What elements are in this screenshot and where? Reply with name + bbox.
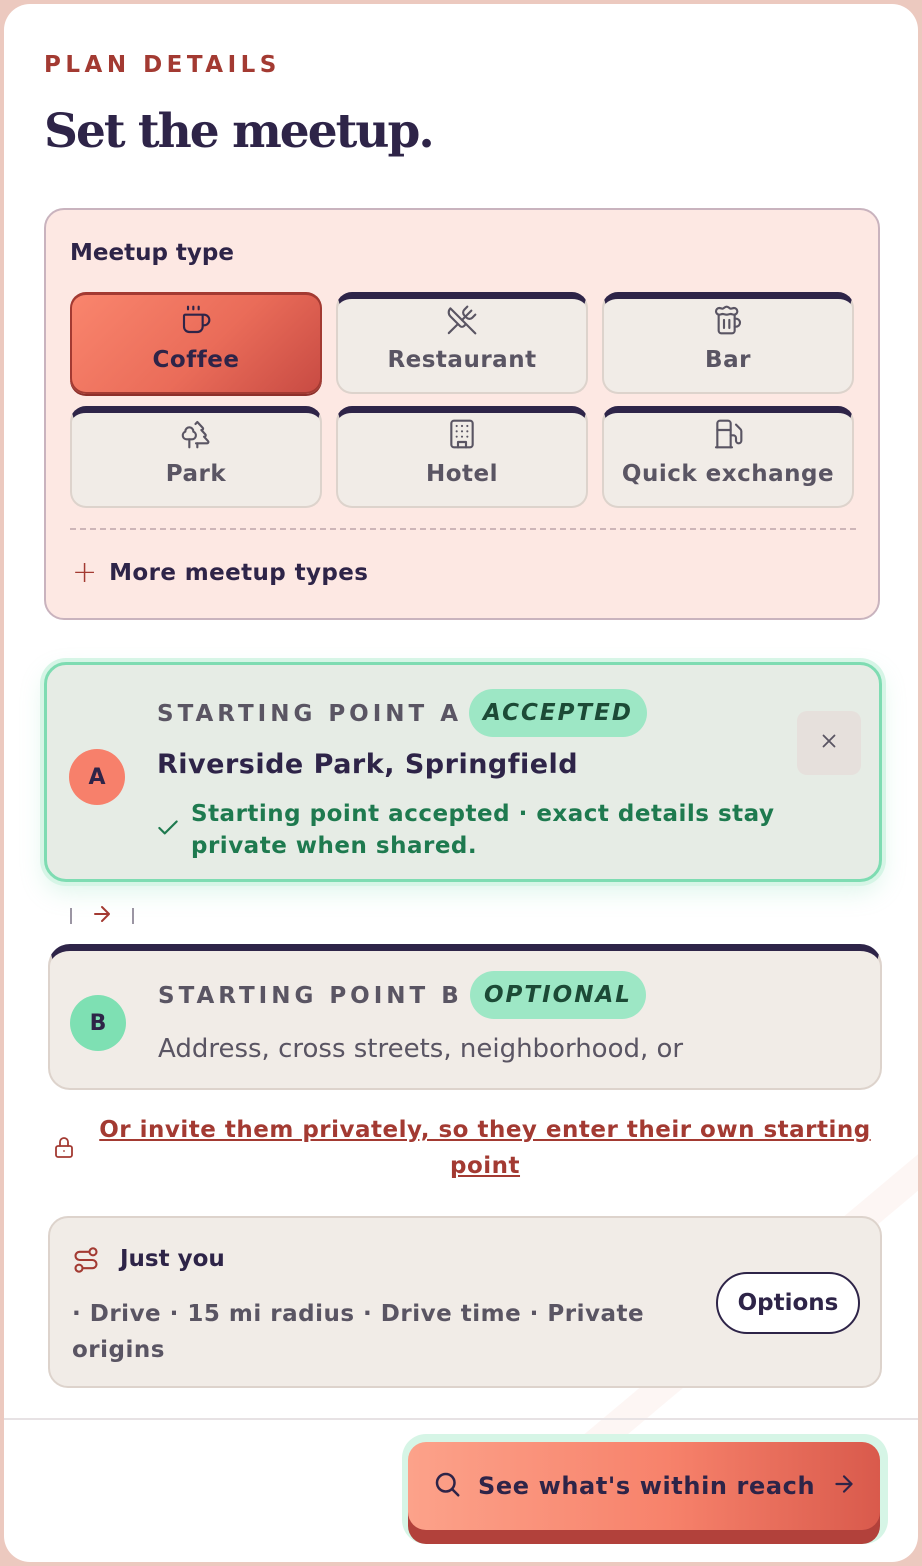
utensils-icon xyxy=(445,303,479,337)
arrow-right-icon xyxy=(831,1471,857,1501)
more-meetup-types-label: More meetup types xyxy=(109,560,369,586)
travel-party-title: Just you xyxy=(120,1246,225,1272)
meetup-type-bar[interactable] xyxy=(602,292,854,394)
meetup-type-quick-exchange[interactable] xyxy=(602,406,854,508)
section-eyebrow: PLAN DETAILS xyxy=(44,52,281,78)
meetup-type-label-park: Park xyxy=(165,461,227,487)
arrow-right-icon xyxy=(90,902,114,930)
more-meetup-types-button[interactable] xyxy=(72,555,369,590)
starting-point-b-input[interactable] xyxy=(158,1031,798,1067)
starting-point-a-message: Starting point accepted · exact details stay private when shared. xyxy=(191,801,775,859)
invite-privately-link[interactable]: Or invite them privately, so they enter their own starting point xyxy=(99,1117,871,1179)
route-connector xyxy=(70,902,134,930)
meetup-type-coffee[interactable] xyxy=(70,292,322,394)
meetup-type-hotel[interactable] xyxy=(336,406,588,508)
starting-point-b-card xyxy=(48,944,882,1090)
meetup-type-restaurant[interactable] xyxy=(336,292,588,394)
starting-point-a-eyebrow: STARTING POINT A xyxy=(157,701,463,727)
page-title: Set the meetup. xyxy=(44,104,433,159)
optional-status-badge: OPTIONAL xyxy=(470,971,646,1019)
meetup-type-label-restaurant: Restaurant xyxy=(387,347,537,373)
checkmark-icon xyxy=(155,815,181,841)
close-icon xyxy=(818,730,840,756)
meetup-type-park[interactable] xyxy=(70,406,322,508)
starting-point-a-card xyxy=(44,662,882,882)
cta-label: See what's within reach xyxy=(478,1472,816,1500)
options-button[interactable]: Options xyxy=(716,1272,860,1334)
connector-line xyxy=(132,908,134,924)
plus-icon: + xyxy=(72,555,98,590)
footer-divider xyxy=(4,1418,918,1420)
accepted-status-badge: ACCEPTED xyxy=(469,689,647,737)
starting-point-b-eyebrow: STARTING POINT B xyxy=(158,983,463,1009)
panel-divider xyxy=(70,528,856,530)
meetup-type-label-hotel: Hotel xyxy=(425,461,499,487)
beer-mug-icon xyxy=(711,303,745,337)
meetup-type-label-coffee: Coffee xyxy=(152,347,240,373)
route-icon xyxy=(72,1246,102,1276)
building-icon xyxy=(445,417,479,451)
trees-icon xyxy=(179,417,213,451)
meetup-type-label: Meetup type xyxy=(70,240,234,266)
meetup-type-label-quick-exchange: Quick exchange xyxy=(621,461,835,487)
meetup-type-panel xyxy=(44,208,880,620)
clear-point-a-button[interactable] xyxy=(797,711,861,775)
starting-point-a-location: Riverside Park, Springfield xyxy=(157,749,579,780)
lock-icon xyxy=(52,1134,76,1160)
point-b-badge: B xyxy=(70,995,126,1051)
point-a-badge: A xyxy=(69,749,125,805)
fuel-pump-icon xyxy=(711,417,745,451)
coffee-cup-icon xyxy=(179,303,213,337)
connector-line xyxy=(70,908,72,924)
search-icon xyxy=(432,1469,462,1503)
travel-options-card xyxy=(48,1216,882,1388)
plan-details-card xyxy=(4,4,918,1562)
meetup-type-label-bar: Bar xyxy=(705,347,751,373)
travel-summary: · Drive · 15 mi radius · Drive time · Private origins xyxy=(72,1301,645,1363)
see-within-reach-button[interactable] xyxy=(408,1442,880,1530)
